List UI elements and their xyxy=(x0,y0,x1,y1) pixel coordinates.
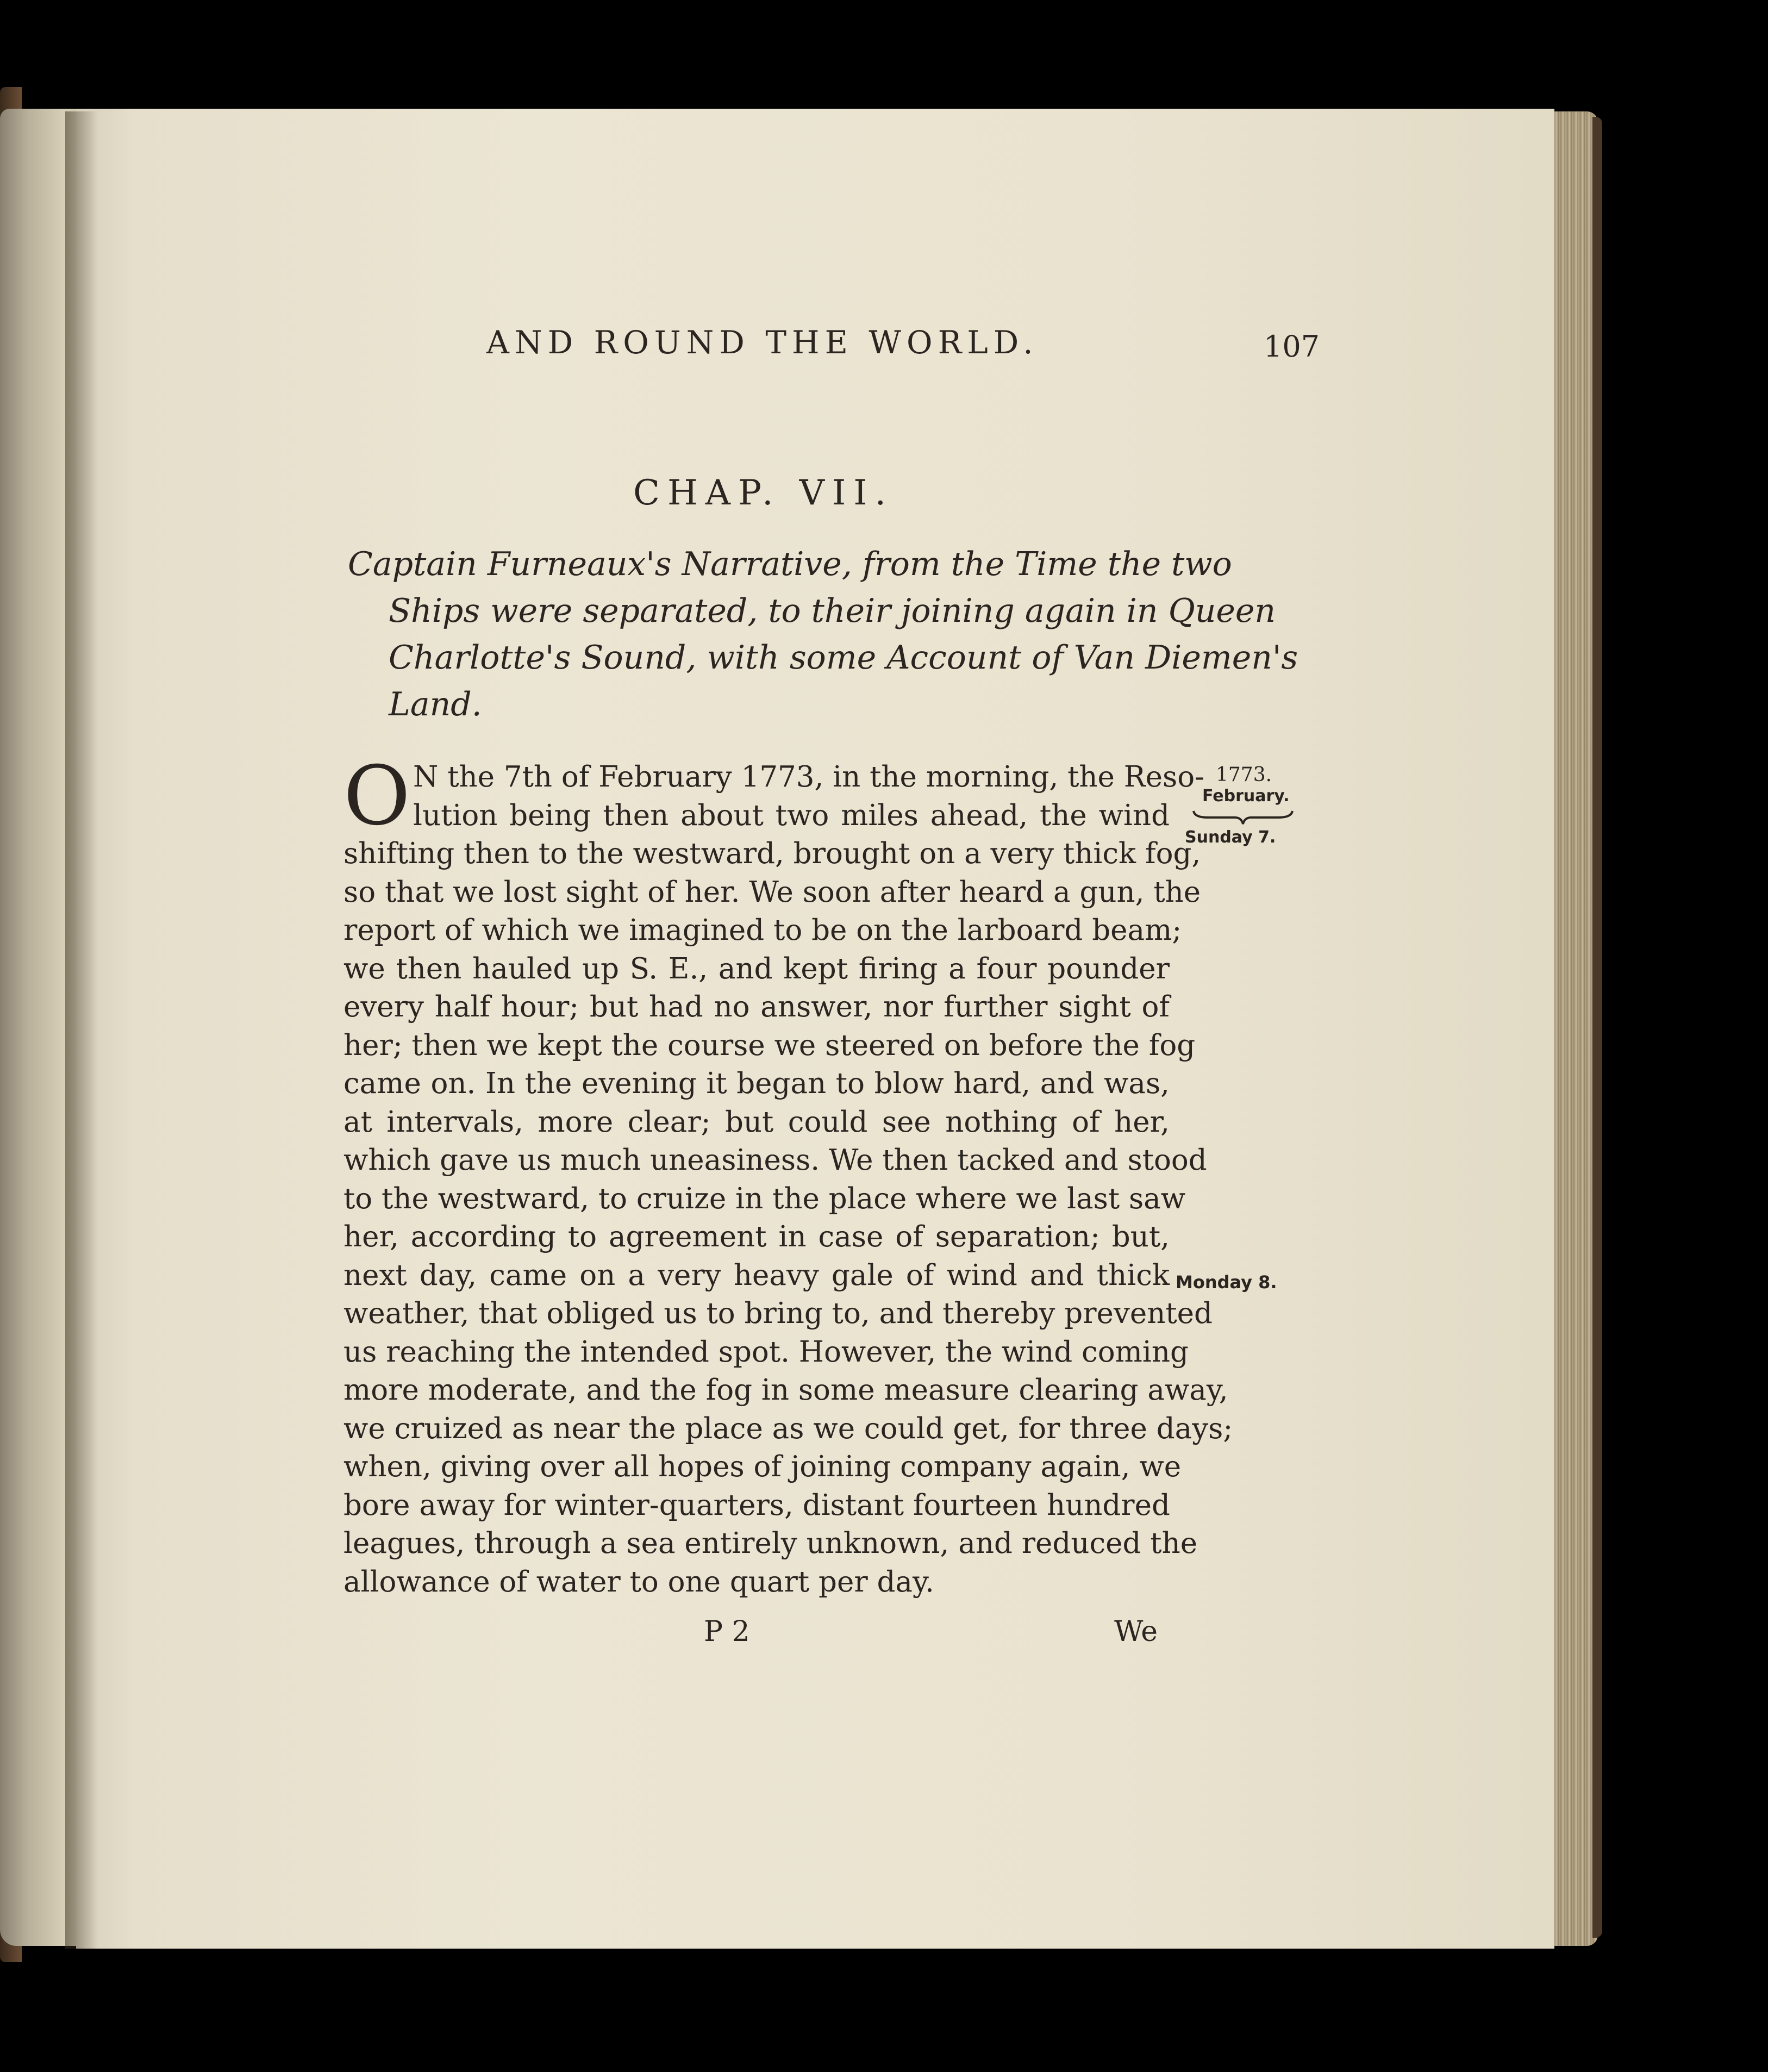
text-line: we then hauled up S. E., and kept firing a four pounder xyxy=(343,952,1170,985)
catchword: We xyxy=(1114,1615,1158,1648)
text-line: weather, that obliged us to bring to, and thereby prevented xyxy=(343,1297,1213,1330)
text-line: came on. In the evening it began to blow hard, and was, xyxy=(343,1067,1170,1100)
summary-line: Charlotte's Sound, with some Account of Van Diemen's xyxy=(389,639,1298,677)
book-cover-right xyxy=(1592,117,1602,1938)
text-line: when, giving over all hopes of joining company again, we xyxy=(343,1450,1182,1483)
opening-lines xyxy=(413,758,1205,835)
margin-note-month: February. xyxy=(1202,787,1290,806)
summary-line: Ships were separated, to their joining again in Queen xyxy=(389,592,1276,630)
text-line: at intervals, more clear; but could see nothing of her, xyxy=(343,1105,1170,1139)
summary-line: Captain Furneaux's Narrative, from the Time the two xyxy=(348,545,1232,583)
text-line: her; then we kept the course we steered on before the fog xyxy=(343,1028,1196,1062)
text-line: every half hour; but had no answer, nor further sight of xyxy=(343,990,1170,1023)
chapter-title: CHAP. VII. xyxy=(633,473,894,513)
text-line: which gave us much uneasiness. We then tacked and stood xyxy=(343,1144,1207,1177)
margin-note-monday: Monday 8. xyxy=(1176,1272,1277,1293)
margin-note-sunday: Sunday 7. xyxy=(1185,828,1276,847)
text-line: report of which we imagined to be on the larboard beam; xyxy=(343,914,1182,947)
signature-mark: P 2 xyxy=(704,1615,750,1648)
summary-line: Land. xyxy=(389,685,482,723)
running-head: AND ROUND THE WORLD. xyxy=(486,324,1039,361)
text-line: to the westward, to cruize in the place where we last saw xyxy=(343,1182,1186,1215)
text-line: shifting then to the westward, brought on a very thick fog, xyxy=(343,837,1201,870)
brace-icon xyxy=(1191,809,1295,825)
drop-cap: O xyxy=(343,749,410,844)
text-line: more moderate, and the fog in some measure clearing away, xyxy=(343,1374,1228,1407)
text-line: us reaching the intended spot. However, the wind coming xyxy=(343,1335,1189,1369)
chapter-summary xyxy=(348,541,1298,728)
margin-note-year: 1773. xyxy=(1216,764,1272,786)
page-number: 107 xyxy=(1264,329,1320,364)
text-line: allowance of water to one quart per day. xyxy=(343,1565,934,1599)
text-line: so that we lost sight of her. We soon after heard a gun, the xyxy=(343,875,1201,909)
text-line: we cruized as near the place as we could get, for three days; xyxy=(343,1412,1233,1445)
text-line: her, according to agreement in case of separation; but, xyxy=(343,1220,1170,1253)
text-line: bore away for winter-quarters, distant fourteen hundred xyxy=(343,1488,1170,1522)
text-line: lution being then about two miles ahead, the wind xyxy=(413,798,1170,832)
gutter-shadow xyxy=(65,111,98,1949)
text-line: N the 7th of February 1773, in the morning, the Reso- xyxy=(413,760,1205,794)
text-line: next day, came on a very heavy gale of wind and thick xyxy=(343,1258,1170,1292)
text-line: leagues, through a sea entirely unknown, and reduced the xyxy=(343,1527,1198,1560)
